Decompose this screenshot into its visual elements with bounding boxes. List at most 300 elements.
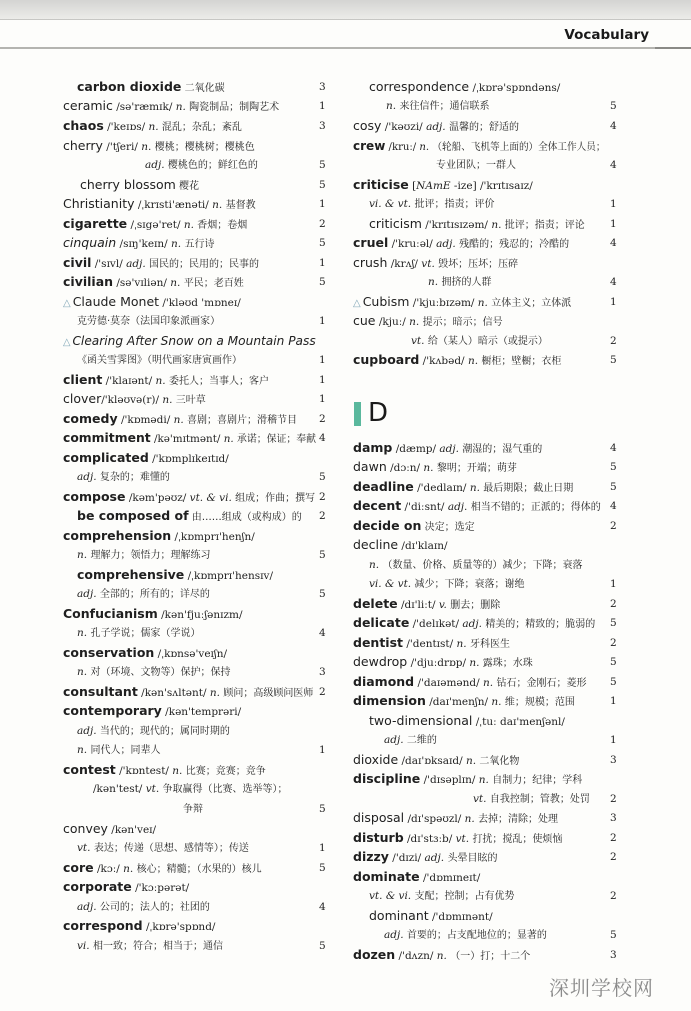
entry-ipa: /'kɒntest/: [115, 765, 173, 777]
entry-hw: civilian: [63, 274, 114, 289]
entry-zh: 删去；删除: [450, 600, 501, 611]
entry-pos: n.: [423, 462, 437, 474]
entry-line: [77, 743, 160, 758]
entry-ipa: -ize] /'krɪtɪsaɪz/: [450, 180, 533, 192]
entry-line: [384, 928, 547, 943]
entry-zh: 平民；老百姓: [183, 278, 244, 289]
entry-hw: dimension: [353, 693, 426, 708]
entry-zh: 樱花: [175, 181, 200, 192]
entry-zh: 樱桃色的；鲜红色的: [167, 160, 258, 171]
entry-pos: n.: [148, 121, 162, 133]
entry-line: [353, 694, 575, 710]
entry-line: [77, 568, 273, 583]
entry-zh: （一）打；十二个: [450, 951, 531, 962]
entry-line: [63, 139, 255, 155]
entry-pos: adj.: [436, 238, 460, 250]
entry-hw: compose: [63, 489, 126, 504]
entry-pos: n.: [491, 696, 505, 708]
entry-line: [77, 470, 170, 485]
entry-zh: 温馨的；舒适的: [448, 122, 519, 133]
entry-zh: 减少；下降；衰落；谢绝: [414, 579, 525, 590]
entry-zh: 去掉；清除；处理: [478, 814, 559, 825]
unit-number: 1: [610, 695, 617, 707]
entry-pos: n.: [123, 863, 137, 875]
entry-line: [63, 704, 241, 719]
entry-ipa: /dæmp/: [392, 443, 440, 455]
entry-pos: n.: [141, 141, 155, 153]
entry-hw: be composed of: [77, 508, 189, 523]
entry-line: [353, 178, 533, 193]
entry-ipa: /'keɪɒs/: [103, 121, 149, 133]
entry-hwp: correspondence: [369, 79, 470, 94]
entry-line: [77, 724, 230, 739]
entry-zh: 毁坏；压坏；压碎: [438, 259, 519, 270]
entry-ipa: /kən'sʌltənt/: [137, 687, 210, 699]
unit-number: 4: [319, 432, 326, 444]
unit-number: 5: [610, 481, 617, 493]
entry-zh: 公司的；法人的；社团的: [99, 902, 210, 913]
unit-number: 5: [319, 549, 326, 561]
entry-ipa: /'daɪəmənd/: [414, 677, 483, 689]
entry-pos: vi. & vt.: [369, 578, 415, 590]
entry-line: [63, 412, 297, 428]
entry-hw: chaos: [63, 118, 104, 133]
unit-number: 4: [610, 276, 617, 288]
entry-zh: 香烟；卷烟: [197, 220, 248, 231]
entry-hw: carbon dioxide: [77, 79, 182, 94]
unit-number: 5: [610, 617, 617, 629]
entry-pos: n.: [77, 549, 91, 561]
entry-pos: n.: [183, 219, 198, 231]
entry-zh: 二氧化物: [479, 756, 520, 767]
unit-number: 5: [610, 676, 617, 688]
entry-line: [353, 314, 503, 330]
entry-ipa: /'kɒmədi/: [117, 414, 174, 426]
entry-line: [63, 119, 242, 135]
entry-zh: 国民的；民用的；民事的: [149, 259, 260, 270]
entry-pos: adj.: [145, 159, 168, 171]
entry-pos: n.: [469, 657, 483, 669]
entry-line: [63, 822, 156, 837]
entry-line: [77, 548, 210, 563]
entry-ipa: /dɪ'stɜːb/: [403, 833, 456, 845]
entry-ipa: /'dɪzi/: [388, 852, 425, 864]
unit-number: 5: [610, 354, 617, 366]
triangle-marker-icon: △: [353, 298, 361, 309]
entry-zh: 牙科医生: [469, 639, 510, 650]
entry-hwp: dominant: [369, 908, 429, 923]
entry-pos: adj.: [447, 501, 471, 513]
entry-hw: cigarette: [63, 216, 128, 231]
entry-line: [183, 802, 203, 817]
entry-zh: 打扰；搅乱；使烦恼: [472, 834, 563, 845]
entry-line: [369, 889, 514, 904]
entry-ipa: /dɪ'klaɪn/: [398, 540, 448, 552]
entry-pos: n.: [491, 219, 505, 231]
entry-hwp: clover: [63, 391, 102, 406]
entry-pos: adj.: [426, 121, 449, 133]
entry-pos: n.: [428, 276, 442, 288]
entry-line: [411, 334, 548, 349]
entry-line: [77, 353, 242, 368]
entry-line: [353, 772, 582, 788]
page-top-band: [0, 0, 691, 20]
entry-pos: n.: [155, 375, 169, 387]
entry-zh: 由……组成（或构成）的: [188, 512, 302, 523]
entry-ipa: /'kʌbəd/: [419, 355, 468, 367]
entry-line: [63, 646, 227, 661]
entry-line: [353, 811, 558, 827]
unit-number: 1: [610, 578, 617, 590]
entry-zh: 露珠；水珠: [482, 658, 533, 669]
entry-ipa: /sə'ræmɪk/: [112, 101, 176, 113]
entry-hw: conservation: [63, 645, 155, 660]
entry-zh: 维；规模；范围: [504, 697, 575, 708]
entry-pos: n.: [456, 638, 470, 650]
entry-zh: 提示；暗示；信号: [422, 317, 503, 328]
entry-ipa: /dɔːn/: [386, 462, 424, 474]
entry-zh: 对（环境、文物等）保护；保持: [90, 667, 231, 678]
entry-hwp: ceramic: [63, 98, 113, 113]
entry-pos: n.: [173, 414, 188, 426]
entry-line: [353, 538, 448, 553]
unit-number: 2: [610, 832, 617, 844]
entry-zh: 陶瓷制品；制陶艺术: [189, 102, 280, 113]
entry-ipa: /ˌkɒrə'spɒnd/: [142, 921, 216, 933]
unit-number: 5: [319, 862, 326, 874]
entry-zh: 同代人；同辈人: [90, 745, 161, 756]
entry-line: [353, 636, 510, 652]
entry-pos: vt.: [411, 335, 428, 347]
entry-ipa: /'djuːdrɒp/: [407, 657, 470, 669]
unit-number: 5: [610, 656, 617, 668]
entry-ipa: /ˌkɒrə'spɒndəns/: [469, 82, 561, 94]
entry-zh: 首要的；占支配地位的；显著的: [406, 930, 547, 941]
entry-zh: 钻石；金刚石；菱形: [496, 678, 587, 689]
entry-zh: 精美的；精致的；脆弱的: [485, 619, 596, 630]
entry-zh: 残酷的；残忍的；冷酷的: [459, 239, 570, 250]
entry-pos: n.: [170, 277, 184, 289]
entry-hw: decent: [353, 498, 402, 513]
entry-hwp: disposal: [353, 810, 405, 825]
unit-number: 5: [319, 940, 326, 952]
entry-pos: n.: [478, 774, 493, 786]
entry-line: [353, 675, 586, 691]
entry-pos: vt.: [145, 783, 163, 795]
entry-pos: adj.: [77, 725, 100, 737]
entry-line: [353, 597, 500, 613]
entry-zh: 五行诗: [184, 239, 215, 250]
unit-number: 2: [610, 598, 617, 610]
entry-line: [63, 490, 315, 506]
entry-hw: delicate: [353, 615, 410, 630]
watermark: 深圳学校网: [549, 976, 654, 1000]
header-rule-accent: [655, 47, 691, 49]
entry-pos: n.: [477, 297, 492, 309]
entry-ipa: /ˌkɒnsə'veɪʃn/: [154, 648, 228, 660]
unit-number: 3: [319, 666, 326, 678]
entry-line: [353, 948, 530, 964]
entry-hw: deadline: [353, 479, 414, 494]
entry-hw: corporate: [63, 879, 132, 894]
entry-ipa: /krʌʃ/: [387, 258, 422, 270]
entry-hwi: cinquain: [63, 235, 117, 250]
unit-number: 2: [319, 413, 326, 425]
unit-number: 1: [319, 842, 326, 854]
entry-ipa: /ˌtuː daɪ'menʃənl/: [472, 716, 565, 728]
entry-ipa: /ˌkɒmprɪ'hensɪv/: [184, 570, 273, 582]
entry-zh: 理解力；领悟力；理解练习: [90, 550, 211, 561]
entry-zh: 承诺；保证；奉献: [236, 434, 317, 445]
entry-ipa: /kən'fjuːʃənɪzm/: [157, 609, 243, 621]
entry-hw: commitment: [63, 430, 151, 445]
entry-ipa: /'kjuːbɪzəm/: [409, 297, 478, 309]
unit-number: 2: [319, 510, 326, 522]
unit-number: 4: [610, 442, 617, 454]
unit-number: 1: [319, 374, 326, 386]
entry-zh: 自我控制；管教；处罚: [489, 794, 590, 805]
entry-ipa: /sɪŋ'keɪn/: [116, 238, 172, 250]
entry-ipa: /dɪ'liːt/: [397, 599, 439, 611]
entry-ipa: /'sɪvl/: [91, 258, 127, 270]
entry-ipa: /'dentɪst/: [403, 638, 457, 650]
entry-hw: dizzy: [353, 849, 389, 864]
entry-pos: adj.: [384, 929, 407, 941]
entry-hw: damp: [353, 440, 393, 455]
unit-number: 2: [319, 491, 326, 503]
entry-zh: 孔子学说；儒家（学说）: [90, 628, 201, 639]
unit-number: 5: [319, 276, 326, 288]
entry-line: [77, 587, 210, 602]
entry-pos: vt.: [473, 793, 490, 805]
entry-pos: vi. & vt.: [369, 198, 415, 210]
entry-hw: dentist: [353, 635, 403, 650]
entry-hwp: cherry: [63, 138, 103, 153]
entry-pos: n.: [409, 316, 423, 328]
entry-zh: 黎明；开端；萌芽: [436, 463, 517, 474]
entry-pos: adj.: [384, 734, 407, 746]
entry-pos: n.: [469, 482, 484, 494]
entry-ipa: /'kləʊvə(r)/: [101, 394, 163, 406]
entry-line: [77, 80, 225, 96]
entry-zh: 基督教: [225, 200, 256, 211]
entry-pos: adj.: [424, 852, 448, 864]
entry-line: [63, 295, 241, 311]
entry-zh: 决定；选定: [421, 522, 475, 533]
unit-number: 1: [319, 198, 326, 210]
entry-zh: 顾问；高级顾问医师: [223, 688, 314, 699]
entry-line: [353, 655, 533, 671]
entry-ipa: /'kəʊzi/: [381, 121, 427, 133]
entry-pos: n.: [464, 813, 479, 825]
entry-ipa: /'kruːəl/: [388, 238, 437, 250]
entry-ipa: /daɪ'ɒksaɪd/: [398, 755, 466, 767]
triangle-marker-icon: △: [63, 337, 71, 348]
entry-pos: vt.: [77, 842, 94, 854]
entry-hwp: dewdrop: [353, 654, 408, 669]
entry-line: [369, 558, 582, 573]
unit-number: 2: [610, 520, 617, 532]
entry-zh: 争辩: [183, 804, 203, 815]
entry-ipa: /'delɪkət/: [409, 618, 463, 630]
entry-pos: n.: [386, 100, 400, 112]
entry-line: [436, 158, 516, 173]
entry-line: [369, 197, 494, 212]
entry-hw: crew: [353, 138, 386, 153]
entry-line: [63, 275, 244, 291]
unit-number: 1: [610, 198, 617, 210]
entry-line: [369, 909, 493, 924]
entry-line: [353, 753, 519, 769]
entry-line: [63, 880, 189, 895]
page-header-title: Vocabulary: [564, 27, 649, 43]
entry-zh: 委托人；当事人；客户: [168, 376, 269, 387]
entry-hwi: Clearing After Snow on a Mountain Pass: [72, 333, 316, 348]
entry-hw: disturb: [353, 830, 404, 845]
entry-ipa: /'krɪtɪsɪzəm/: [421, 219, 492, 231]
entry-ipa: /'tʃeri/: [102, 141, 142, 153]
unit-number: 5: [319, 179, 326, 191]
entry-hw: cruel: [353, 235, 389, 250]
entry-ipa: [: [408, 180, 417, 192]
entry-pos: adj.: [77, 471, 100, 483]
entry-line: [353, 870, 480, 885]
entry-hw: civil: [63, 255, 92, 270]
entry-ipa: /kəm'pəʊz/: [125, 492, 190, 504]
entry-line: [63, 861, 262, 877]
entry-zh: 当代的；现代的；属同时期的: [99, 726, 230, 737]
entry-pos: NAmE: [416, 180, 451, 192]
entry-pos: vt.: [421, 258, 439, 270]
entry-ipa: /kɔː/: [93, 863, 124, 875]
entry-hw: client: [63, 372, 103, 387]
unit-number: 4: [319, 901, 326, 913]
entry-line: [369, 80, 560, 95]
unit-number: 1: [610, 296, 617, 308]
entry-zh: 批评；指责；评价: [414, 199, 495, 210]
entry-hwp: dawn: [353, 459, 387, 474]
unit-number: 1: [319, 315, 326, 327]
unit-number: 5: [319, 237, 326, 249]
entry-line: [353, 616, 595, 632]
header-rule: [0, 47, 655, 49]
unit-number: 1: [610, 734, 617, 746]
entry-zh: 组成；作曲；撰写: [235, 493, 316, 504]
entry-line: [353, 441, 542, 457]
entry-hwp: Christianity: [63, 196, 135, 211]
entry-line: [63, 529, 255, 544]
entry-hwp: cosy: [353, 118, 382, 133]
unit-number: 4: [610, 237, 617, 249]
entry-line: [63, 256, 259, 272]
unit-number: 3: [319, 120, 326, 132]
entry-hw: consultant: [63, 684, 138, 699]
entry-line: [63, 607, 243, 622]
entry-ipa: /kjuː/: [375, 316, 410, 328]
entry-zh: 相当不错的；正派的；得体的: [470, 502, 601, 513]
entry-ipa: /kən'temprəri/: [161, 706, 242, 718]
entry-zh: 专业团队；一群人: [436, 160, 516, 171]
entry-hw: Confucianism: [63, 606, 158, 621]
entry-hw: decide on: [353, 518, 422, 533]
entry-line: [369, 217, 585, 233]
entry-line: [63, 373, 269, 389]
entry-pos: vt.: [455, 833, 473, 845]
entry-pos: vi.: [77, 940, 93, 952]
unit-number: 1: [319, 744, 326, 756]
entry-pos: n.: [419, 141, 433, 153]
entry-line: [77, 665, 230, 680]
entry-line: [353, 256, 518, 272]
entry-zh: 全部的；所有的；详尽的: [99, 589, 210, 600]
entry-pos: n.: [465, 755, 480, 767]
unit-number: 3: [610, 812, 617, 824]
entry-ipa: /ˌkɒmprɪ'henʃn/: [171, 531, 255, 543]
unit-number: 4: [610, 159, 617, 171]
entry-line: [63, 919, 215, 934]
entry-line: [80, 178, 199, 194]
entry-zh: 克劳德·莫奈（法国印象派画家）: [77, 316, 221, 327]
entry-line: [369, 714, 565, 729]
entry-pos: n.: [162, 394, 176, 406]
entry-hwp: Cubism: [362, 294, 410, 309]
entry-ipa: /'kɔːpərət/: [131, 882, 190, 894]
entry-zh: 橱柜；壁橱；衣柜: [481, 356, 562, 367]
entry-ipa: /'dʌzn/: [395, 950, 437, 962]
entry-pos: v.: [438, 599, 451, 611]
entry-line: [353, 850, 497, 866]
entry-line: [145, 158, 258, 173]
entry-ipa: /kən'veɪ/: [107, 824, 157, 836]
entry-line: [63, 392, 206, 408]
entry-line: [93, 782, 288, 797]
entry-hwp: cherry blossom: [80, 177, 176, 192]
entry-pos: n.: [483, 677, 497, 689]
entry-hwp: Claude Monet: [72, 294, 160, 309]
unit-number: 5: [610, 461, 617, 473]
unit-number: 1: [319, 354, 326, 366]
entry-line: [77, 626, 200, 641]
entry-pos: n.: [436, 950, 451, 962]
entry-zh: 支配；控制；占有优势: [414, 891, 515, 902]
unit-number: 2: [610, 335, 617, 347]
entry-line: [77, 939, 223, 954]
entry-zh: （轮船、飞机等上面的）全体工作人员；: [432, 142, 606, 153]
entry-hw: core: [63, 860, 94, 875]
entry-line: [77, 841, 249, 856]
entry-ipa: /kruː/: [385, 141, 420, 153]
unit-number: 5: [610, 100, 617, 112]
entry-hw: criticise: [353, 177, 409, 192]
entry-line: [63, 763, 266, 779]
entry-zh: 喜剧；喜剧片；滑稽节目: [187, 415, 298, 426]
entry-line: [63, 99, 279, 115]
unit-number: 2: [610, 793, 617, 805]
entry-zh: 头晕目眩的: [447, 853, 498, 864]
entry-hw: comedy: [63, 411, 118, 426]
entry-pos: n.: [77, 627, 91, 639]
unit-number: 3: [319, 81, 326, 93]
entry-zh: 争取赢得（比赛、选举等）；: [162, 784, 288, 795]
entry-zh: 二维的: [406, 735, 437, 746]
entry-pos: adj.: [77, 901, 100, 913]
entry-line: [63, 431, 316, 447]
unit-number: 1: [610, 218, 617, 230]
entry-zh: 相一致；符合；相当于；通信: [92, 941, 223, 952]
entry-zh: 自制力；纪律；学科: [492, 775, 583, 786]
section-marker-bar: [354, 402, 361, 426]
triangle-marker-icon: △: [63, 298, 71, 309]
